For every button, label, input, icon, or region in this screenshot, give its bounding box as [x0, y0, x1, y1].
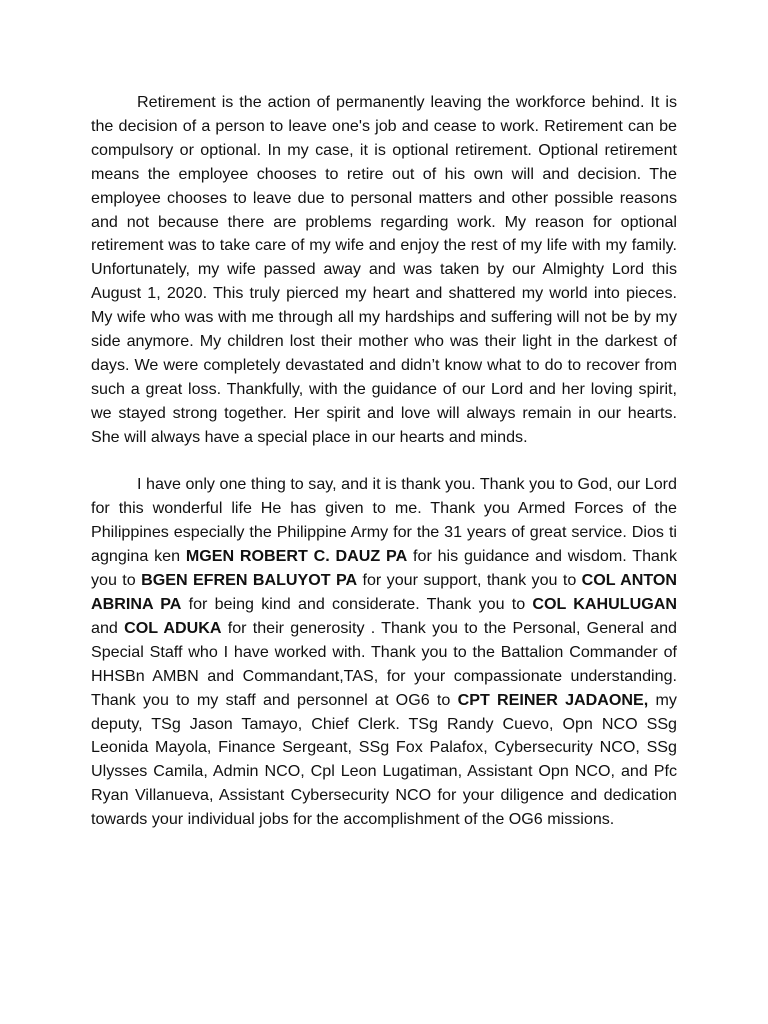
paragraph-text: for your support, thank you to — [357, 571, 582, 590]
paragraph-text: my deputy, TSg Jason Tamayo, Chief Clerk. TSg Randy Cuevo, Opn NCO SSg Leonida Mayola, Finance Sergeant, SSg Fox Palafox, Cybersecurity NCO, SSg Ulysses Camila, Admin NCO, Cpl Leon Lugatiman, Assistant Opn NCO, and Pfc Ryan Villanueva, Assistant Cybersecurity NCO for your diligence and dedication towards your individual jobs for the accomplishment of the OG6 missions. — [91, 690, 677, 829]
bold-name: BGEN EFREN BALUYOT PA — [141, 571, 358, 590]
bold-name: COL ADUKA — [124, 618, 222, 637]
paragraph-retirement — [91, 91, 677, 450]
paragraph-text: I have only one thing to say, and it is thank you. Thank you to God, our Lord for this wonderful life He has given to me. Thank you Armed Forces of the Philippines especially the Philippine Army for the 31 years of great service. Dios ti agngina ken — [91, 475, 677, 566]
paragraph-text: for their generosity . Thank you to the Personal, General and Special Staff who I have worked with. Thank you to the Battalion Commander of HHSBn AMBN and Commandant,TAS, for your compassionate understanding. Thank you to my staff and personnel at OG6 to — [91, 618, 677, 709]
bold-name: COL ANTON ABRINA PA — [91, 571, 678, 614]
paragraph-text: Retirement is the action of permanently leaving the workforce behind. It is the decision of a person to leave one's job and cease to work. Retirement can be compulsory or optional. In my case, it is optional retirement. Optional retirement means the employee chooses to retire out of his own will and decision. The employee chooses to leave due to personal matters and other possible reasons and not because there are problems regarding work. My reason for optional retirement was to take care of my wife and enjoy the rest of my life with my family. Unfortunately, my wife passed away and was taken by our Almighty Lord this August 1, 2020. This truly pierced my heart and shattered my world into pieces. My wife who was with me through all my hardships and suffering will not be by my side anymore. My children lost their mother who was their light in the darkest of days. We were completely devastated and didn’t know what to do to recover from such a great loss. Thankfully, with the guidance of our Lord and her loving spirit, we stayed strong together. Her spirit and love will always remain in our hearts. She will always have a special place in our hearts and minds. — [91, 93, 677, 446]
document-page — [91, 91, 677, 832]
paragraph-text: for his guidance and wisdom. Thank you to — [91, 547, 678, 590]
paragraph-thanks — [91, 473, 677, 832]
bold-name: CPT REINER JADAONE, — [457, 690, 649, 709]
paragraph-text: and — [91, 618, 125, 637]
bold-name: COL KAHULUGAN — [532, 595, 677, 614]
paragraph-text: for being kind and considerate. Thank you to — [181, 595, 533, 614]
bold-name: MGEN ROBERT C. DAUZ PA — [185, 547, 408, 566]
